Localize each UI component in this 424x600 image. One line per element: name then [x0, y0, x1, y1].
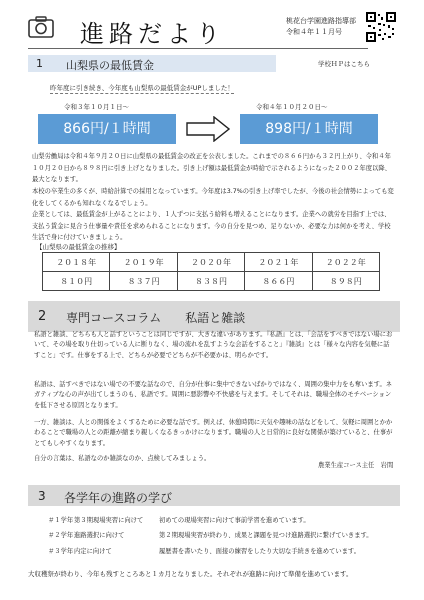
header-divider [28, 48, 368, 49]
closing-note: 大収穫祭が終わり、今年も残すところあと１カ月となりました。それぞれが進路に向けて準備を進めています。 [28, 570, 353, 578]
table-cell-year: ２０１９年 [110, 253, 177, 272]
table-cell-year: ２０２２年 [312, 253, 379, 272]
table-cell-year: ２０２１年 [245, 253, 312, 272]
wage-paragraph: 山梨労働局は令和４年９月２０日に山梨県の最低賃金の改正を公表しました。これまでの８６６円から３２円上がり、令和４年１０月２０日から８９８円に引き上げとなりました。引き上げ額は最低賃金が時給で示されるようになった２００２年度以降、最大となります。 [32, 153, 391, 183]
column-paragraph: 自分の言葉は、私語なのか雑談なのか、点検してみましょう。 [34, 455, 211, 462]
table-cell-wage: ８９８円 [312, 272, 379, 291]
grade-description: 初めての現場実習に向けて事前学習を進めています。 [159, 517, 310, 524]
issue-date: 令和４年１１月号 [286, 28, 342, 36]
grade-event: 進路選択に向けて [74, 532, 125, 539]
table-cell-wage: ８３７円 [110, 272, 177, 291]
wage-intro: 昨年度に引き続き、今年度も山梨県の最低賃金がUPしました！ [50, 84, 234, 92]
section-title: 山梨県の最低賃金 [66, 59, 154, 72]
section-title: 各学年の進路の学び [64, 491, 173, 505]
school-department: 桃花台学園進路指導部 [286, 17, 356, 25]
camera-icon [28, 16, 54, 38]
grade-event: 第３期現場実習に向けて [74, 517, 144, 524]
table-row [43, 272, 380, 291]
grade-label: ＃２学年 [48, 532, 74, 539]
wage-history-table [42, 252, 380, 291]
grade-description: 第２期現場実習が終わり、成果と課題を見つけ進路選択に繋げていきます。 [159, 532, 373, 539]
table-row [43, 253, 380, 272]
grade-description: 履歴書を書いたり、面接の練習をしたり大切な手続きを進めています。 [159, 548, 360, 555]
table-cell-year: ２０２０年 [177, 253, 244, 272]
grade-event: 内定に向けて [74, 548, 112, 555]
qr-code-icon[interactable] [366, 12, 396, 42]
issue-info [286, 16, 356, 38]
new-wage-box: 898円/１時間 [240, 114, 378, 144]
section-2-heading [28, 301, 400, 332]
old-wage-date: 令和３年１０月１日～ [64, 103, 129, 111]
old-wage-box: 866円/１時間 [38, 114, 176, 144]
table-cell-wage: ８３８円 [177, 272, 244, 291]
grade-label: ＃１学年 [48, 517, 74, 524]
newsletter-title: 進路だより [80, 20, 225, 48]
section-number: 3 [38, 489, 46, 503]
column-author: 農業生産コース主任 岩間 [318, 462, 394, 469]
table-cell-wage: ８６６円 [245, 272, 312, 291]
wage-table-caption: 【山梨県の最低賃金の推移】 [36, 243, 121, 251]
grade-label: ＃３学年 [48, 548, 74, 555]
section-3-heading [28, 485, 400, 506]
newsletter-header [28, 10, 400, 50]
table-cell-wage: ８１０円 [43, 272, 110, 291]
new-wage-date: 令和４年１０月２０日～ [256, 103, 328, 111]
wage-paragraph: 本校の卒業生の多くが、時給計算での採用となっています。今年度は3.7%の引き上げ率でしたが、今後の社会情勢によっても変化をしてくるかも知れなくなるでしょう。 [32, 188, 394, 207]
table-cell-year: ２０１８年 [43, 253, 110, 272]
section-title: 専門コースコラム 私語と雑談 [66, 311, 246, 325]
column-paragraph: 一方、雑談は、人との関係をよくするために必要な話です。例えば、休憩時間に天気や趣味の話などをして、気軽に周囲とかかわることで職場の人との距離が縮まり親しくなるきっかけになります。職場の人と日常的に良好な関係が築けていると、仕事がとてもしやすくなります。 [34, 419, 393, 447]
column-paragraph: 私語と雑談、どちらも人と話すということは同じですが、大きな違いがあります。『私語』とは、「会話をすべきではない場において、その場を取り仕切っている人に断りなく、場の流れを乱すような会話をすること」『雑談』とは「様々な内容を気軽に話すこと」です。仕事をする上で、どちらが必要でどちらが不必要かは、明らかです。 [34, 331, 393, 359]
school-hp-note: 学校ＨＰはこちら [318, 60, 370, 68]
section-1-heading [28, 55, 276, 72]
section-number: 2 [38, 309, 47, 324]
right-arrow-icon [186, 116, 230, 142]
section-number: 1 [36, 57, 43, 70]
column-paragraph: 私語は、話すべきではない場での不要な話なので、自分が仕事に集中できないばかりではなく、周囲の集中力をも奪います。ネガティブな心の声が出てしまうのも、私語です。周囲に悪影響や不快感を与えます。そしてそれは、職場全体のモチベーションを低下させる原因となります。 [34, 381, 393, 409]
wage-paragraph: 企業としては、最低賃金が上がることにより、１人ずつに支払う給料も増えることになります。企業への就労を目指す上では、支払う賃金に見合う仕事量や責任を求められることになります。今の自分を見つめ、足りないか、必要な力は何かを考え、学校生活で身に付けていきましょう。 [32, 211, 391, 241]
